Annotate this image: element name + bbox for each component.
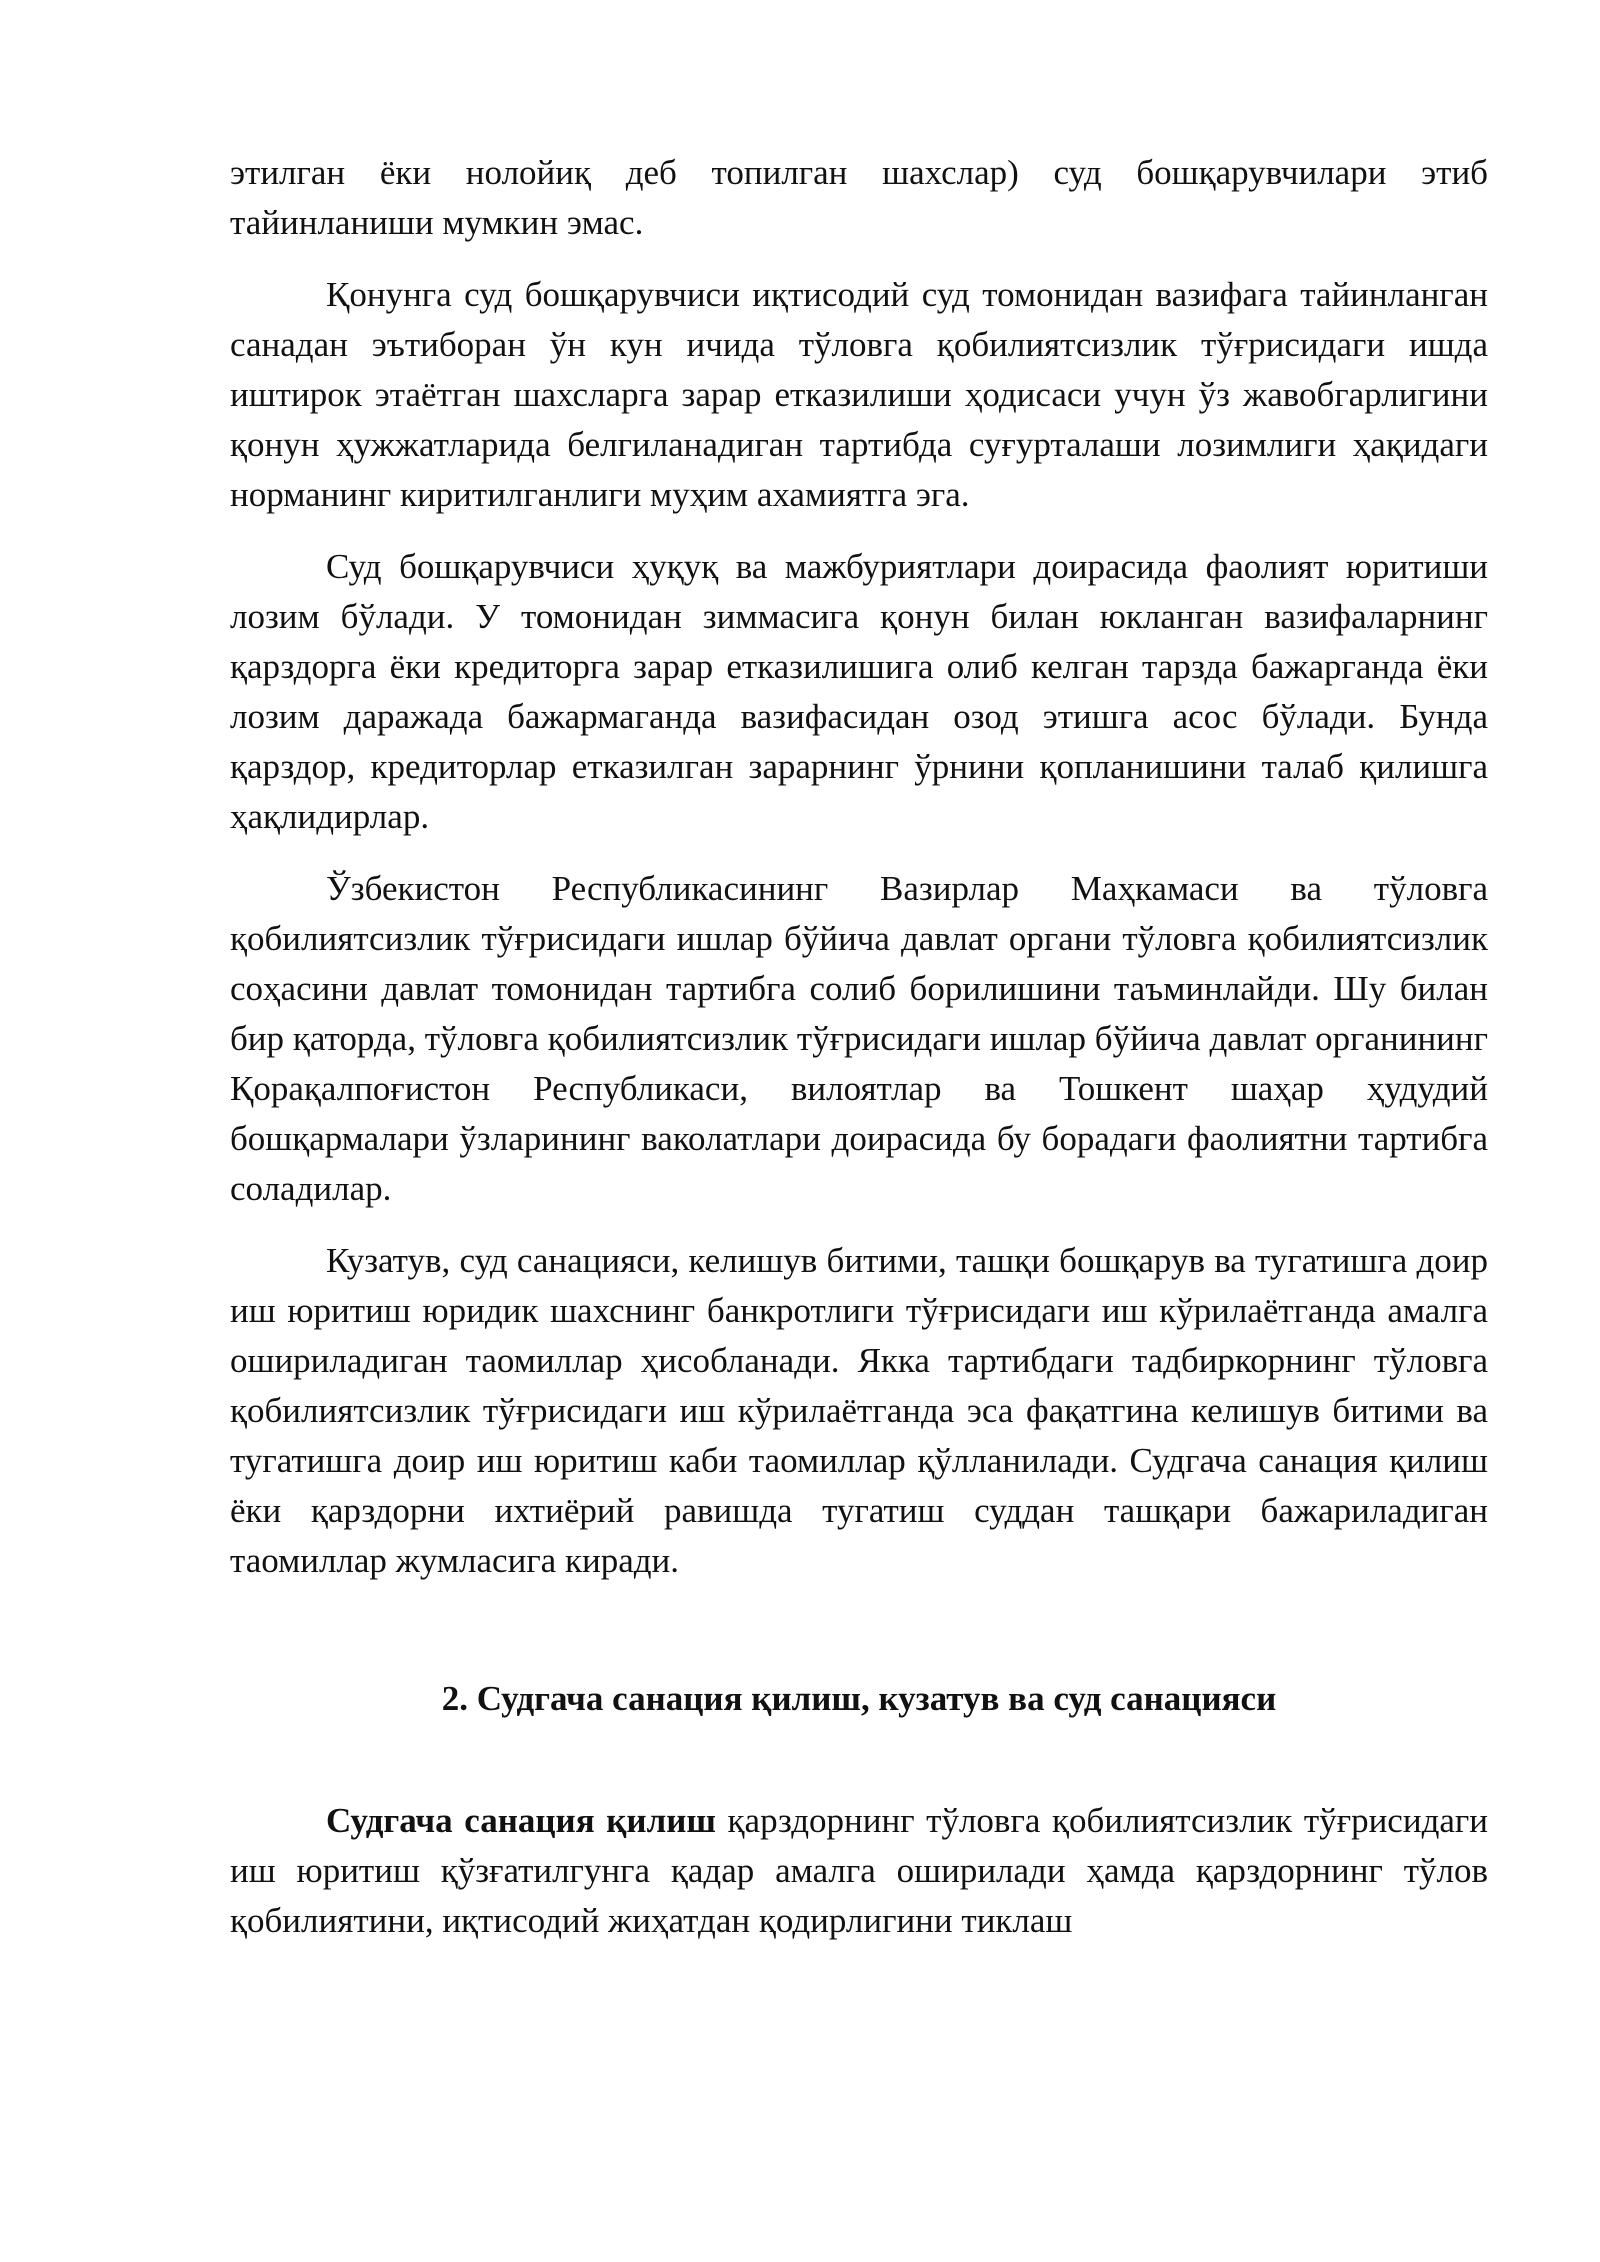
bold-term: Судгача санация қилиш <box>326 1801 716 1840</box>
paragraph-pre-court-sanation <box>230 1796 1488 1946</box>
paragraph-insurance: Қонунга суд бошқарувчиси иқтисодий суд томонидан вазифага тайинланган санадан эътиборан ўн кун ичида тўловга қобилиятсизлик тўғрисидаги ишда иштирок этаётган шахсларга зарар етказилиши ҳодисаси учун ўз жавобгарлигини қонун ҳужжатларида белгиланадиган тартибда суғурталаши лозимлиги ҳақидаги норманинг киритилганлиги муҳим ахамиятга эга. <box>230 275 1488 514</box>
paragraph-state-regulation: Ўзбекистон Республикасининг Вазирлар Маҳкамаси ва тўловга қобилиятсизлик тўғрисидаги ишлар бўйича давлат органи тўловга қобилиятсизлик соҳасини давлат томонидан тартибга солиб борилишини таъминлайди. Шу билан бир қаторда, тўловга қобилиятсизлик тўғрисидаги ишлар бўйича давлат органининг Қорақалпоғистон Республикаси, вилоятлар ва Тошкент шаҳар ҳудудий бошқармалари ўзларининг ваколатлари доирасида бу борадаги фаолиятни тартибга соладилар. <box>230 869 1488 1208</box>
section-heading: 2. Судгача санация қилиш, кузатув ва суд санацияси <box>441 1679 1277 1718</box>
document-page <box>230 148 1488 1968</box>
paragraph-procedures: Кузатув, суд санацияси, келишув битими, ташқи бошқарув ва тугатишга доир иш юритиш юридик шахснинг банкротлиги тўғрисидаги иш кўрилаётганда амалга ошириладиган таомиллар ҳисобланади. Якка тартибдаги тадбиркорнинг тўловга қобилиятсизлик тўғрисидаги иш кўрилаётганда эса фақатгина келишув битими ва тугатишга доир иш юритиш каби таомиллар қўлланилади. Судгача санация қилиш ёки қарздорни ихтиёрий равишда тугатиш суддан ташқари бажариладиган таомиллар жумласига киради. <box>230 1241 1488 1580</box>
paragraph-continuation: этилган ёки нолойиқ деб топилган шахслар) суд бошқарувчилари этиб тайинланиши мумкин эмас. <box>230 153 1488 242</box>
paragraph-text: қарздорнинг тўловга қобилиятсизлик тўғрисидаги иш юритиш қўзғатилгунга қадар амалга оширилади ҳамда қарздорнинг тўлов қобилиятини, иқтисодий жиҳатдан қодирлигини тиклаш <box>230 1801 1488 1940</box>
paragraph-manager-duties: Суд бошқарувчиси ҳуқуқ ва мажбуриятлари доирасида фаолият юритиши лозим бўлади. У томонидан зиммасига қонун билан юкланган вазифаларнинг қарздорга ёки кредиторга зарар етказилишига олиб келган тарзда бажарганда ёки лозим даражада бажармаганда вазифасидан озод этишга асос бўлади. Бунда қарздор, кредиторлар етказилган зарарнинг ўрнини қопланишини талаб қилишга ҳақлидирлар. <box>230 547 1488 836</box>
